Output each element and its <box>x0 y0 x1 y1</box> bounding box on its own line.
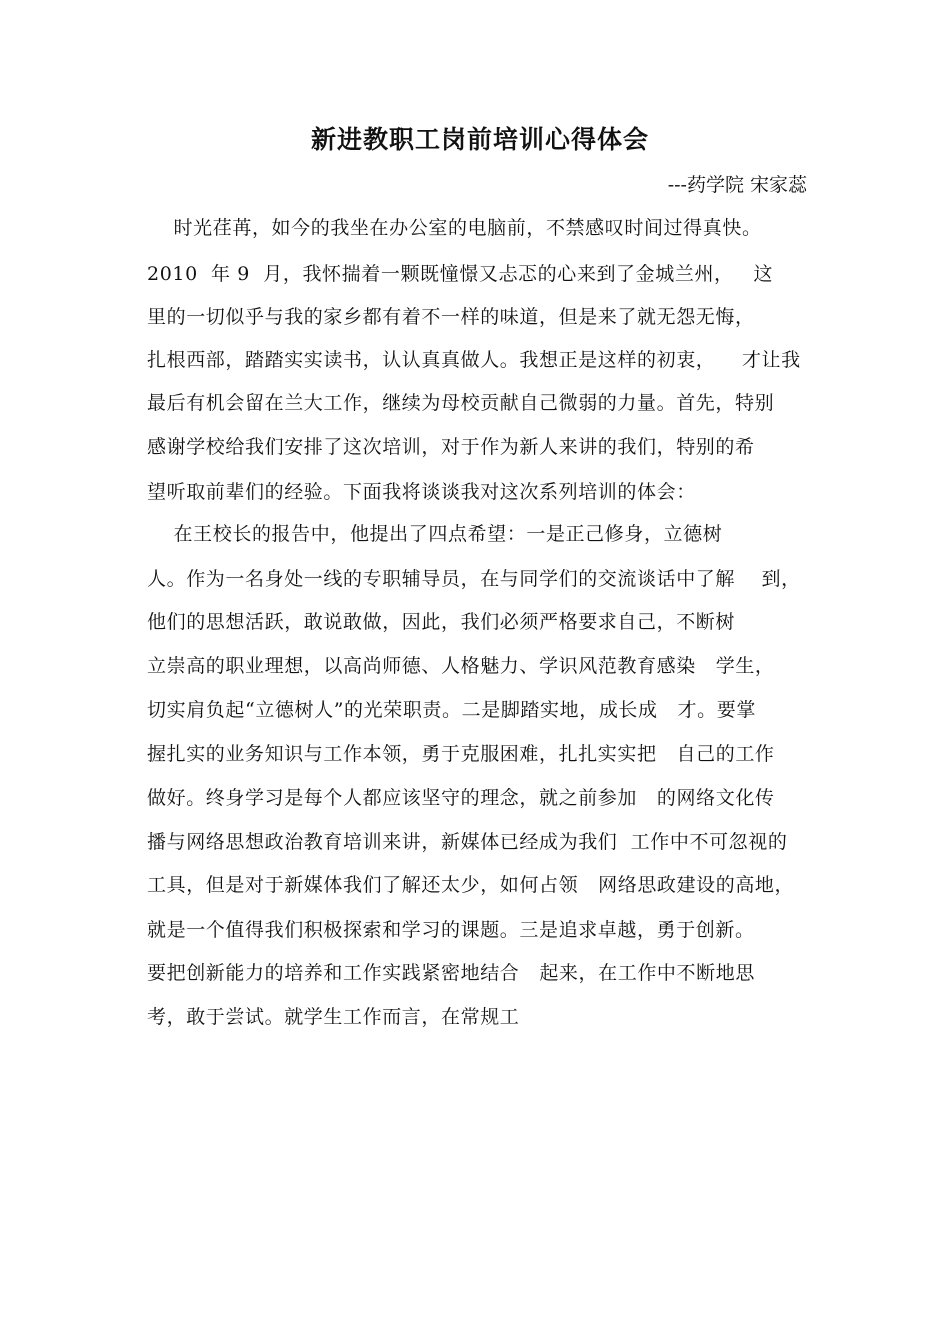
body-line: 握扎实的业务知识与工作本领，勇于克服困难，扎扎实实把 自己的工作 <box>147 743 775 765</box>
body-line: 扎根西部，踏踏实实读书，认认真真做人。我想正是这样的初衷， 才让我 <box>147 349 801 371</box>
body-line: 他们的思想活跃，敢说敢做，因此，我们必须严格要求自己，不断树 <box>147 611 736 633</box>
body-line: 播与网络思想政治教育培训来讲，新媒体已经成为我们 工作中不可忽视的 <box>147 831 788 853</box>
body-line: 做好。终身学习是每个人都应该坚守的理念，就之前参加 的网络文化传 <box>147 787 775 809</box>
document-title: 新进教职工岗前培训心得体会 <box>310 125 649 154</box>
body-line: 最后有机会留在兰大工作，继续为母校贡献自己微弱的力量。首先，特别 <box>147 392 775 414</box>
body-line: 时光荏苒，如今的我坐在办公室的电脑前，不禁感叹时间过得真快。 <box>147 217 762 239</box>
body-line: 切实肩负起“立德树人”的光荣职责。二是脚踏实地，成长成 才。要掌 <box>147 699 756 721</box>
body-line: 在王校长的报告中，他提出了四点希望：一是正己修身，立德树 <box>147 523 723 545</box>
body-line: 人。作为一名身处一线的专职辅导员，在与同学们的交流谈话中了解 到， <box>147 568 801 590</box>
body-line: 感谢学校给我们安排了这次培训，对于作为新人来讲的我们，特别的希 <box>147 436 755 458</box>
body-line: 考，敢于尝试。就学生工作而言，在常规工 <box>147 1006 520 1028</box>
body-line: 立崇高的职业理想，以高尚师德、人格魅力、学识风范教育感染 学生， <box>147 655 775 677</box>
body-line: 要把创新能力的培养和工作实践紧密地结合 起来，在工作中不断地思 <box>147 962 755 984</box>
body-line: 望听取前辈们的经验。下面我将谈谈我对这次系列培训的体会： <box>147 481 696 503</box>
body-line: 就是一个值得我们积极探索和学习的课题。三是追求卓越，勇于创新。 <box>147 919 755 941</box>
body-line: 工具，但是对于新媒体我们了解还太少，如何占领 网络思政建设的高地， <box>147 874 795 896</box>
body-line: 里的一切似乎与我的家乡都有着不一样的味道，但是来了就无怨无悔， <box>147 306 755 328</box>
body-line: 2010 年 9 月，我怀揣着一颗既憧憬又忐忑的心来到了金城兰州， 这 <box>147 263 774 285</box>
author-line: ---药学院 宋家蕊 <box>667 174 807 196</box>
